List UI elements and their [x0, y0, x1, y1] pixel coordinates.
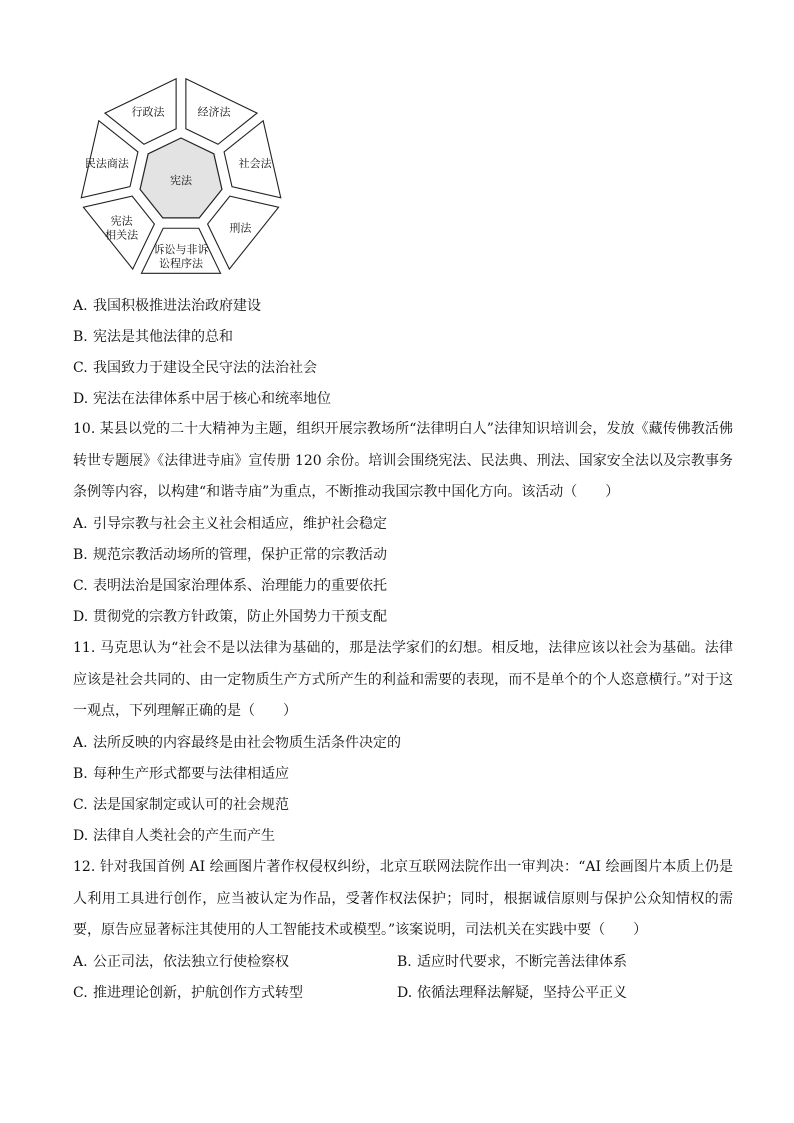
- option-text: 法律自人类社会的产生而产生: [93, 828, 275, 844]
- option-letter: B.: [73, 766, 88, 782]
- q11-option-b[interactable]: [73, 764, 289, 784]
- option-text: 引导宗教与社会主义社会相适应，维护社会稳定: [93, 516, 387, 532]
- q11-stem: 11. 马克思认为“社会不是以法律为基础的，那是法学家们的幻想。相反地，法律应该以社会为基础。法律应该是社会共同的、由一定物质生产方式所产生的利益和需要的表现，而不是单个的个人恣意横行。”对于这一观点，下列理解正确的是（ ）: [73, 640, 733, 719]
- option-text: 法是国家制定或认可的社会规范: [93, 797, 289, 813]
- diagram-segment-label: 相关法: [105, 228, 139, 242]
- option-text: 规范宗教活动场所的管理，保护正常的宗教活动: [93, 547, 387, 563]
- diagram-segment-label: 行政法: [131, 105, 165, 119]
- legal-system-diagram: [66, 64, 296, 282]
- option-letter: C.: [73, 360, 88, 376]
- diagram-segment-label: 民法商法: [84, 157, 129, 171]
- option-letter: B.: [397, 954, 412, 970]
- option-letter: A.: [73, 954, 88, 970]
- option-text: 法所反映的内容最终是由社会物质生活条件决定的: [93, 735, 401, 751]
- q12-option-a[interactable]: [73, 952, 289, 972]
- option-text: 宪法是其他法律的总和: [93, 329, 233, 345]
- option-letter: B.: [73, 329, 88, 345]
- option-text: 公正司法，依法独立行使检察权: [93, 954, 289, 970]
- q11-option-c[interactable]: [73, 795, 289, 815]
- option-letter: D.: [73, 609, 89, 625]
- option-letter: A.: [73, 735, 88, 751]
- q10-option-b[interactable]: [73, 545, 387, 565]
- q9-option-c[interactable]: [73, 358, 317, 378]
- diagram-segment-label: 宪法: [110, 214, 133, 228]
- q12-option-b[interactable]: [397, 952, 627, 972]
- option-text: 依循法理释法解疑，坚持公平正义: [417, 985, 627, 1001]
- q12-option-c[interactable]: [73, 983, 303, 1003]
- q12-option-d[interactable]: [397, 983, 627, 1003]
- q9-option-a[interactable]: [73, 296, 261, 316]
- option-text: 我国积极推进法治政府建设: [93, 298, 261, 314]
- q9-option-b[interactable]: [73, 327, 233, 347]
- diagram-segment-label: 诉讼与非诉: [153, 243, 209, 256]
- option-letter: A.: [73, 298, 88, 314]
- q10-option-a[interactable]: [73, 514, 387, 534]
- q10-option-c[interactable]: [73, 576, 387, 596]
- q9-option-d[interactable]: [73, 389, 331, 409]
- diagram-segment-label: 社会法: [238, 157, 272, 171]
- diagram-center-label: 宪法: [170, 174, 192, 187]
- option-letter: D.: [73, 828, 89, 844]
- diagram-segment-label: 经济法: [197, 105, 231, 119]
- q12-stem: 12. 针对我国首例 AI 绘画图片著作权侵权纠纷，北京互联网法院作出一审判决：“AI 绘画图片本质上仍是人利用工具进行创作，应当被认定为作品，受著作权法保护；同时，根据诚信原则与保护公众知情权的需要，原告应显著标注其使用的人工智能技术或模型。”该案说明，司法机关在实践中要（ ）: [73, 859, 733, 938]
- option-text: 我国致力于建设全民守法的法治社会: [93, 360, 317, 376]
- option-text: 表明法治是国家治理体系、治理能力的重要依托: [93, 578, 387, 594]
- q11-option-a[interactable]: [73, 733, 401, 753]
- q11-option-d[interactable]: [73, 826, 275, 846]
- option-letter: C.: [73, 797, 88, 813]
- option-text: 推进理论创新，护航创作方式转型: [93, 985, 303, 1001]
- diagram-svg: [66, 64, 296, 282]
- option-text: 适应时代要求，不断完善法律体系: [417, 954, 627, 970]
- option-letter: B.: [73, 547, 88, 563]
- option-letter: D.: [73, 391, 89, 407]
- option-text: 每种生产形式都要与法律相适应: [93, 766, 289, 782]
- diagram-segment-label: 刑法: [229, 221, 252, 235]
- option-letter: A.: [73, 516, 88, 532]
- q10-stem: 10. 某县以党的二十大精神为主题，组织开展宗教场所“法律明白人”法律知识培训会，发放《藏传佛教活佛转世专题展》《法律进寺庙》宣传册 120 余份。培训会围绕宪法、民法典、刑法、国家安全法以及宗教事务条例等内容，以构建“和谐寺庙”为重点，不断推动我国宗教中国化方向。该活动（ ）: [73, 421, 733, 500]
- option-letter: C.: [73, 578, 88, 594]
- option-text: 贯彻党的宗教方针政策，防止外国势力干预支配: [93, 609, 387, 625]
- option-letter: C.: [73, 985, 88, 1001]
- diagram-segment-label: 讼程序法: [159, 257, 203, 270]
- option-text: 宪法在法律体系中居于核心和统率地位: [93, 391, 331, 407]
- q10-option-d[interactable]: [73, 607, 387, 627]
- option-letter: D.: [397, 985, 413, 1001]
